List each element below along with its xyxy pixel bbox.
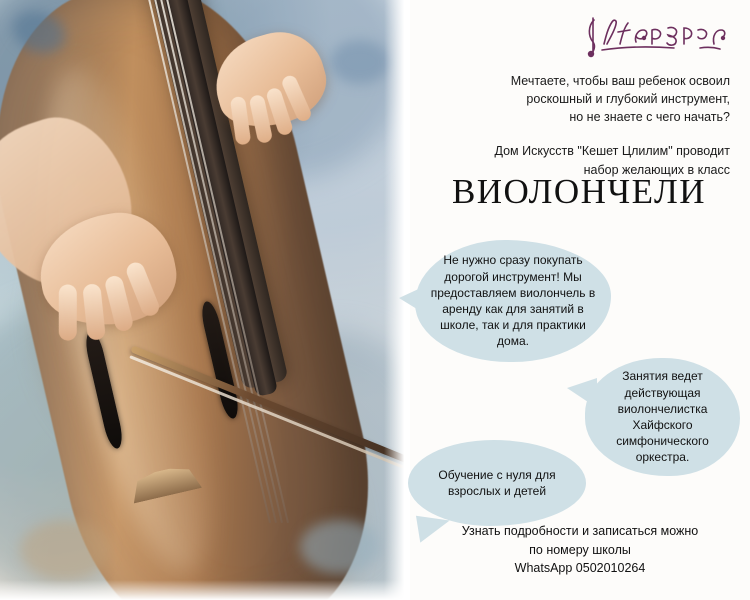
callout-beginners-welcome xyxy=(408,440,586,526)
intro-line-3: но не знаете с чего начать? xyxy=(569,110,730,125)
callout-teacher-text: Занятия ведет действующая виолончелистка Хайфского симфонического оркестра. xyxy=(616,369,709,465)
callout-rental-text: Не нужно сразу покупать дорогой инструмент! Мы предоставляем виолончель в аренду как для занятий в школе, так и для практики дома. xyxy=(430,253,596,349)
intro-line-5: набор желающих в класс xyxy=(583,162,730,177)
intro-line-4: Дом Искусств "Кешет Цлилим" проводит xyxy=(494,144,730,159)
intro-line-1: Мечтаете, чтобы ваш ребенок освоил xyxy=(510,74,730,88)
callout-instrument-rental xyxy=(415,240,611,362)
kesher-tslilim-music-logo xyxy=(582,14,732,60)
contact-line-1: Узнать подробности и записаться можно xyxy=(461,523,699,538)
page-title: ВИОЛОНЧЕЛИ xyxy=(451,172,707,211)
contact-line-2: по номеру школы xyxy=(529,542,631,557)
callout-teacher-credentials xyxy=(585,358,740,476)
intro-text xyxy=(430,72,730,179)
poster-content xyxy=(410,0,750,600)
intro-line-2: роскошный и глубокий инструмент, xyxy=(526,92,730,107)
contact-phone[interactable]: WhatsApp 0502010264 xyxy=(514,561,646,576)
contact-block xyxy=(420,522,740,578)
callout-beginner-text: Обучение с нуля для взрослых и детей xyxy=(438,467,556,498)
